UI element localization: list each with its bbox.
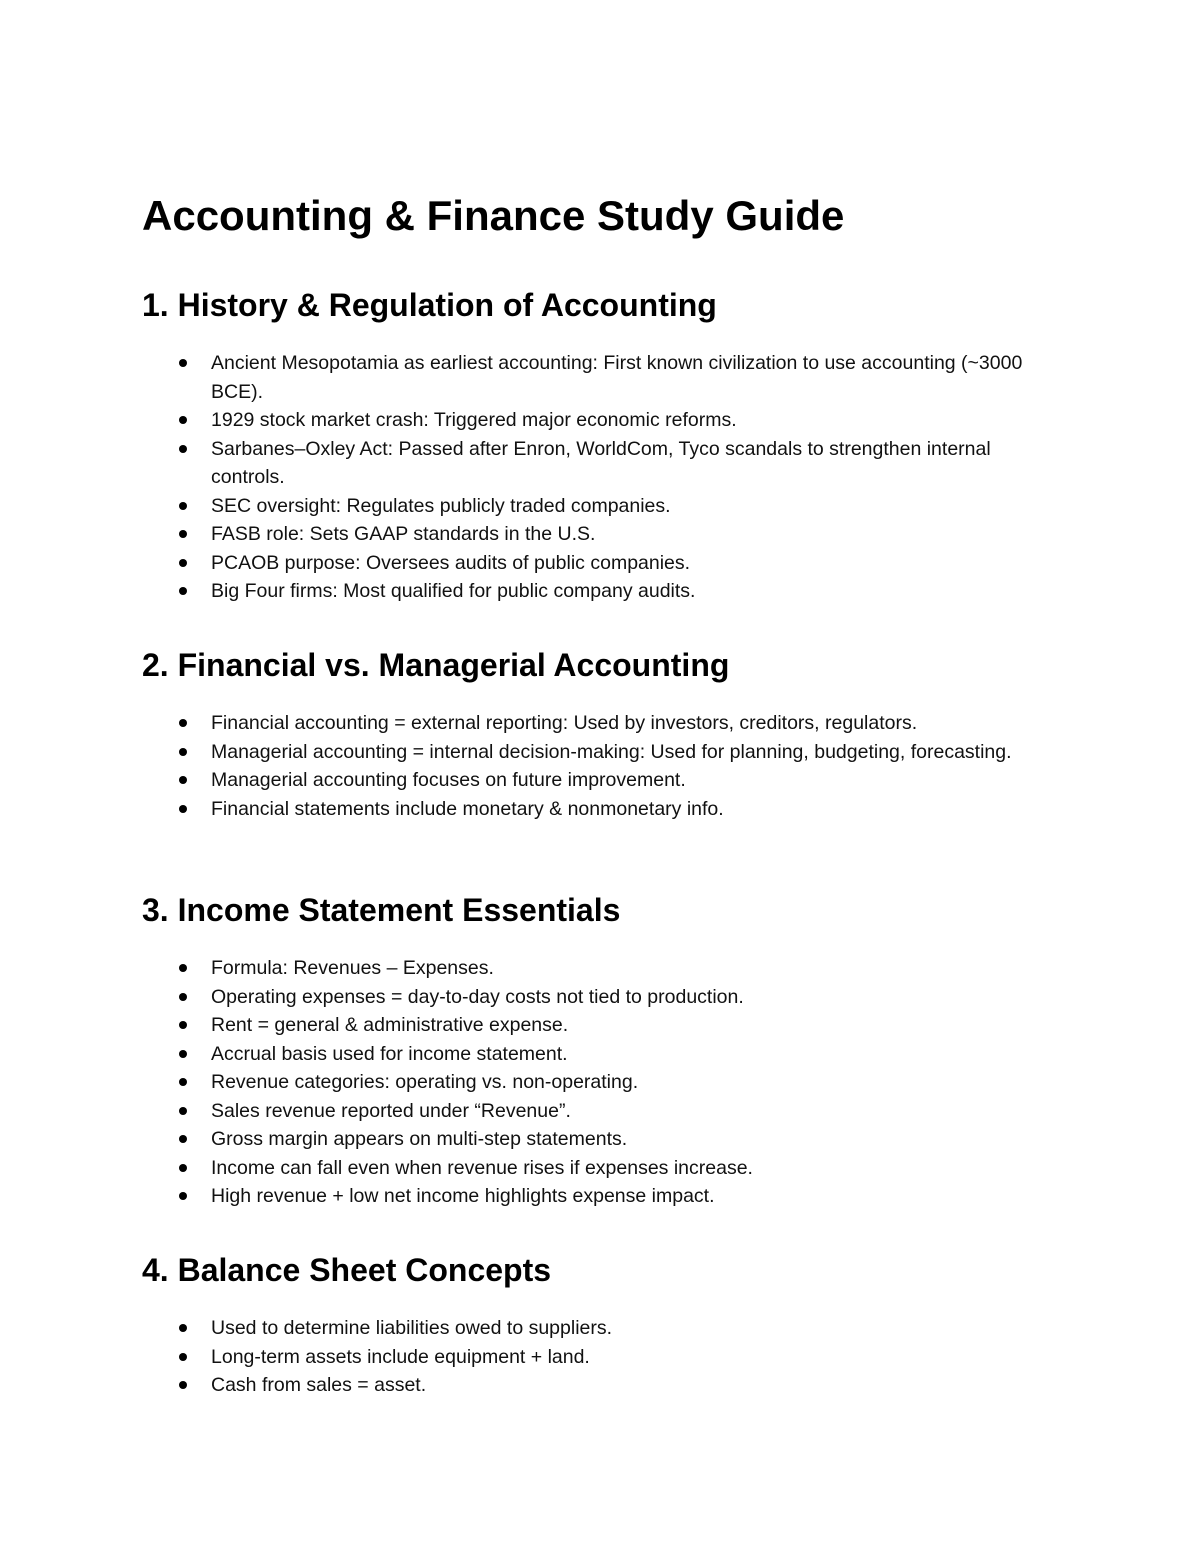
- list-item: [142, 1040, 1062, 1069]
- section-heading: 1. History & Regulation of Accounting: [142, 287, 717, 323]
- bullet-icon: [179, 416, 187, 424]
- list-item: [142, 1068, 1062, 1097]
- list-item: [142, 1314, 1062, 1343]
- list-item-text: Financial statements include monetary & nonmonetary info.: [211, 797, 724, 820]
- list-item: [142, 520, 1062, 549]
- list-item-text: Rent = general & administrative expense.: [211, 1014, 569, 1036]
- list-item: [142, 406, 1062, 435]
- bullet-icon: [179, 1021, 187, 1029]
- bullet-icon: [179, 559, 187, 567]
- bullet-icon: [179, 719, 187, 727]
- bullet-icon: [179, 530, 187, 538]
- list-item-text: 1929 stock market crash: Triggered major economic reforms.: [211, 409, 737, 431]
- list-item: [142, 549, 1062, 578]
- list-item-text: Long-term assets include equipment + land.: [211, 1345, 590, 1368]
- section-financial-vs-managerial: [142, 645, 1062, 823]
- bullet-list: [142, 709, 1062, 823]
- bullet-icon: [179, 1078, 187, 1086]
- list-item-text: Managerial accounting = internal decision-making: Used for planning, budgeting, forecasting.: [211, 740, 1012, 763]
- section-income-statement: [142, 890, 1062, 1211]
- bullet-icon: [179, 1353, 187, 1361]
- bullet-icon: [179, 359, 187, 367]
- bullet-icon: [179, 1324, 187, 1332]
- list-item: [142, 1097, 1062, 1126]
- list-item: [142, 795, 1062, 824]
- bullet-icon: [179, 748, 187, 756]
- bullet-icon: [179, 445, 187, 453]
- list-item: [142, 1371, 1062, 1400]
- bullet-icon: [179, 1050, 187, 1058]
- section-history-regulation: [142, 285, 1062, 606]
- section-heading: 2. Financial vs. Managerial Accounting: [142, 647, 730, 683]
- list-item: [142, 766, 1062, 795]
- list-item: [142, 983, 1062, 1012]
- section-heading: 3. Income Statement Essentials: [142, 892, 621, 928]
- list-item-text: Sarbanes–Oxley Act: Passed after Enron, WorldCom, Tyco scandals to strengthen internal controls.: [211, 437, 991, 488]
- list-item-text: Ancient Mesopotamia as earliest accounting: First known civilization to use accounting (~3000 BCE).: [211, 352, 1023, 403]
- list-item: [142, 1125, 1062, 1154]
- bullet-list: [142, 349, 1062, 606]
- list-item-text: Used to determine liabilities owed to suppliers.: [211, 1317, 613, 1339]
- bullet-icon: [179, 776, 187, 784]
- bullet-icon: [179, 502, 187, 510]
- bullet-icon: [179, 993, 187, 1001]
- list-item-text: Income can fall even when revenue rises if expenses increase.: [211, 1156, 753, 1179]
- bullet-icon: [179, 587, 187, 595]
- list-item-text: High revenue + low net income highlights expense impact.: [211, 1185, 715, 1207]
- list-item: [142, 435, 1062, 492]
- list-item: [142, 1343, 1062, 1372]
- list-item: [142, 954, 1062, 983]
- page-title: Accounting & Finance Study Guide: [142, 192, 845, 239]
- list-item-text: SEC oversight: Regulates publicly traded companies.: [211, 494, 671, 517]
- section-balance-sheet: [142, 1250, 1062, 1400]
- list-item: [142, 709, 1062, 738]
- list-item-text: PCAOB purpose: Oversees audits of public companies.: [211, 551, 691, 574]
- list-item-text: Sales revenue reported under “Revenue”.: [211, 1099, 571, 1122]
- list-item: [142, 349, 1062, 406]
- list-item: [142, 1182, 1062, 1211]
- list-item: [142, 492, 1062, 521]
- list-item-text: Formula: Revenues – Expenses.: [211, 957, 494, 979]
- list-item-text: Big Four firms: Most qualified for public company audits.: [211, 580, 696, 602]
- list-item: [142, 1154, 1062, 1183]
- bullet-icon: [179, 805, 187, 813]
- list-item: [142, 738, 1062, 767]
- section-heading: 4. Balance Sheet Concepts: [142, 1252, 552, 1288]
- bullet-icon: [179, 1107, 187, 1115]
- bullet-icon: [179, 1381, 187, 1389]
- list-item-text: Operating expenses = day-to-day costs not tied to production.: [211, 985, 744, 1008]
- bullet-list: [142, 1314, 1062, 1400]
- list-item-text: Gross margin appears on multi-step statements.: [211, 1128, 628, 1150]
- list-item-text: Managerial accounting focuses on future improvement.: [211, 769, 686, 791]
- bullet-icon: [179, 1164, 187, 1172]
- list-item: [142, 577, 1062, 606]
- bullet-list: [142, 954, 1062, 1211]
- bullet-icon: [179, 1192, 187, 1200]
- list-item-text: Revenue categories: operating vs. non-operating.: [211, 1071, 639, 1093]
- list-item: [142, 1011, 1062, 1040]
- list-item-text: Accrual basis used for income statement.: [211, 1042, 568, 1065]
- list-item-text: Financial accounting = external reporting: Used by investors, creditors, regulators.: [211, 712, 918, 734]
- list-item-text: Cash from sales = asset.: [211, 1374, 427, 1396]
- bullet-icon: [179, 964, 187, 972]
- list-item-text: FASB role: Sets GAAP standards in the U.S.: [211, 523, 596, 545]
- bullet-icon: [179, 1135, 187, 1143]
